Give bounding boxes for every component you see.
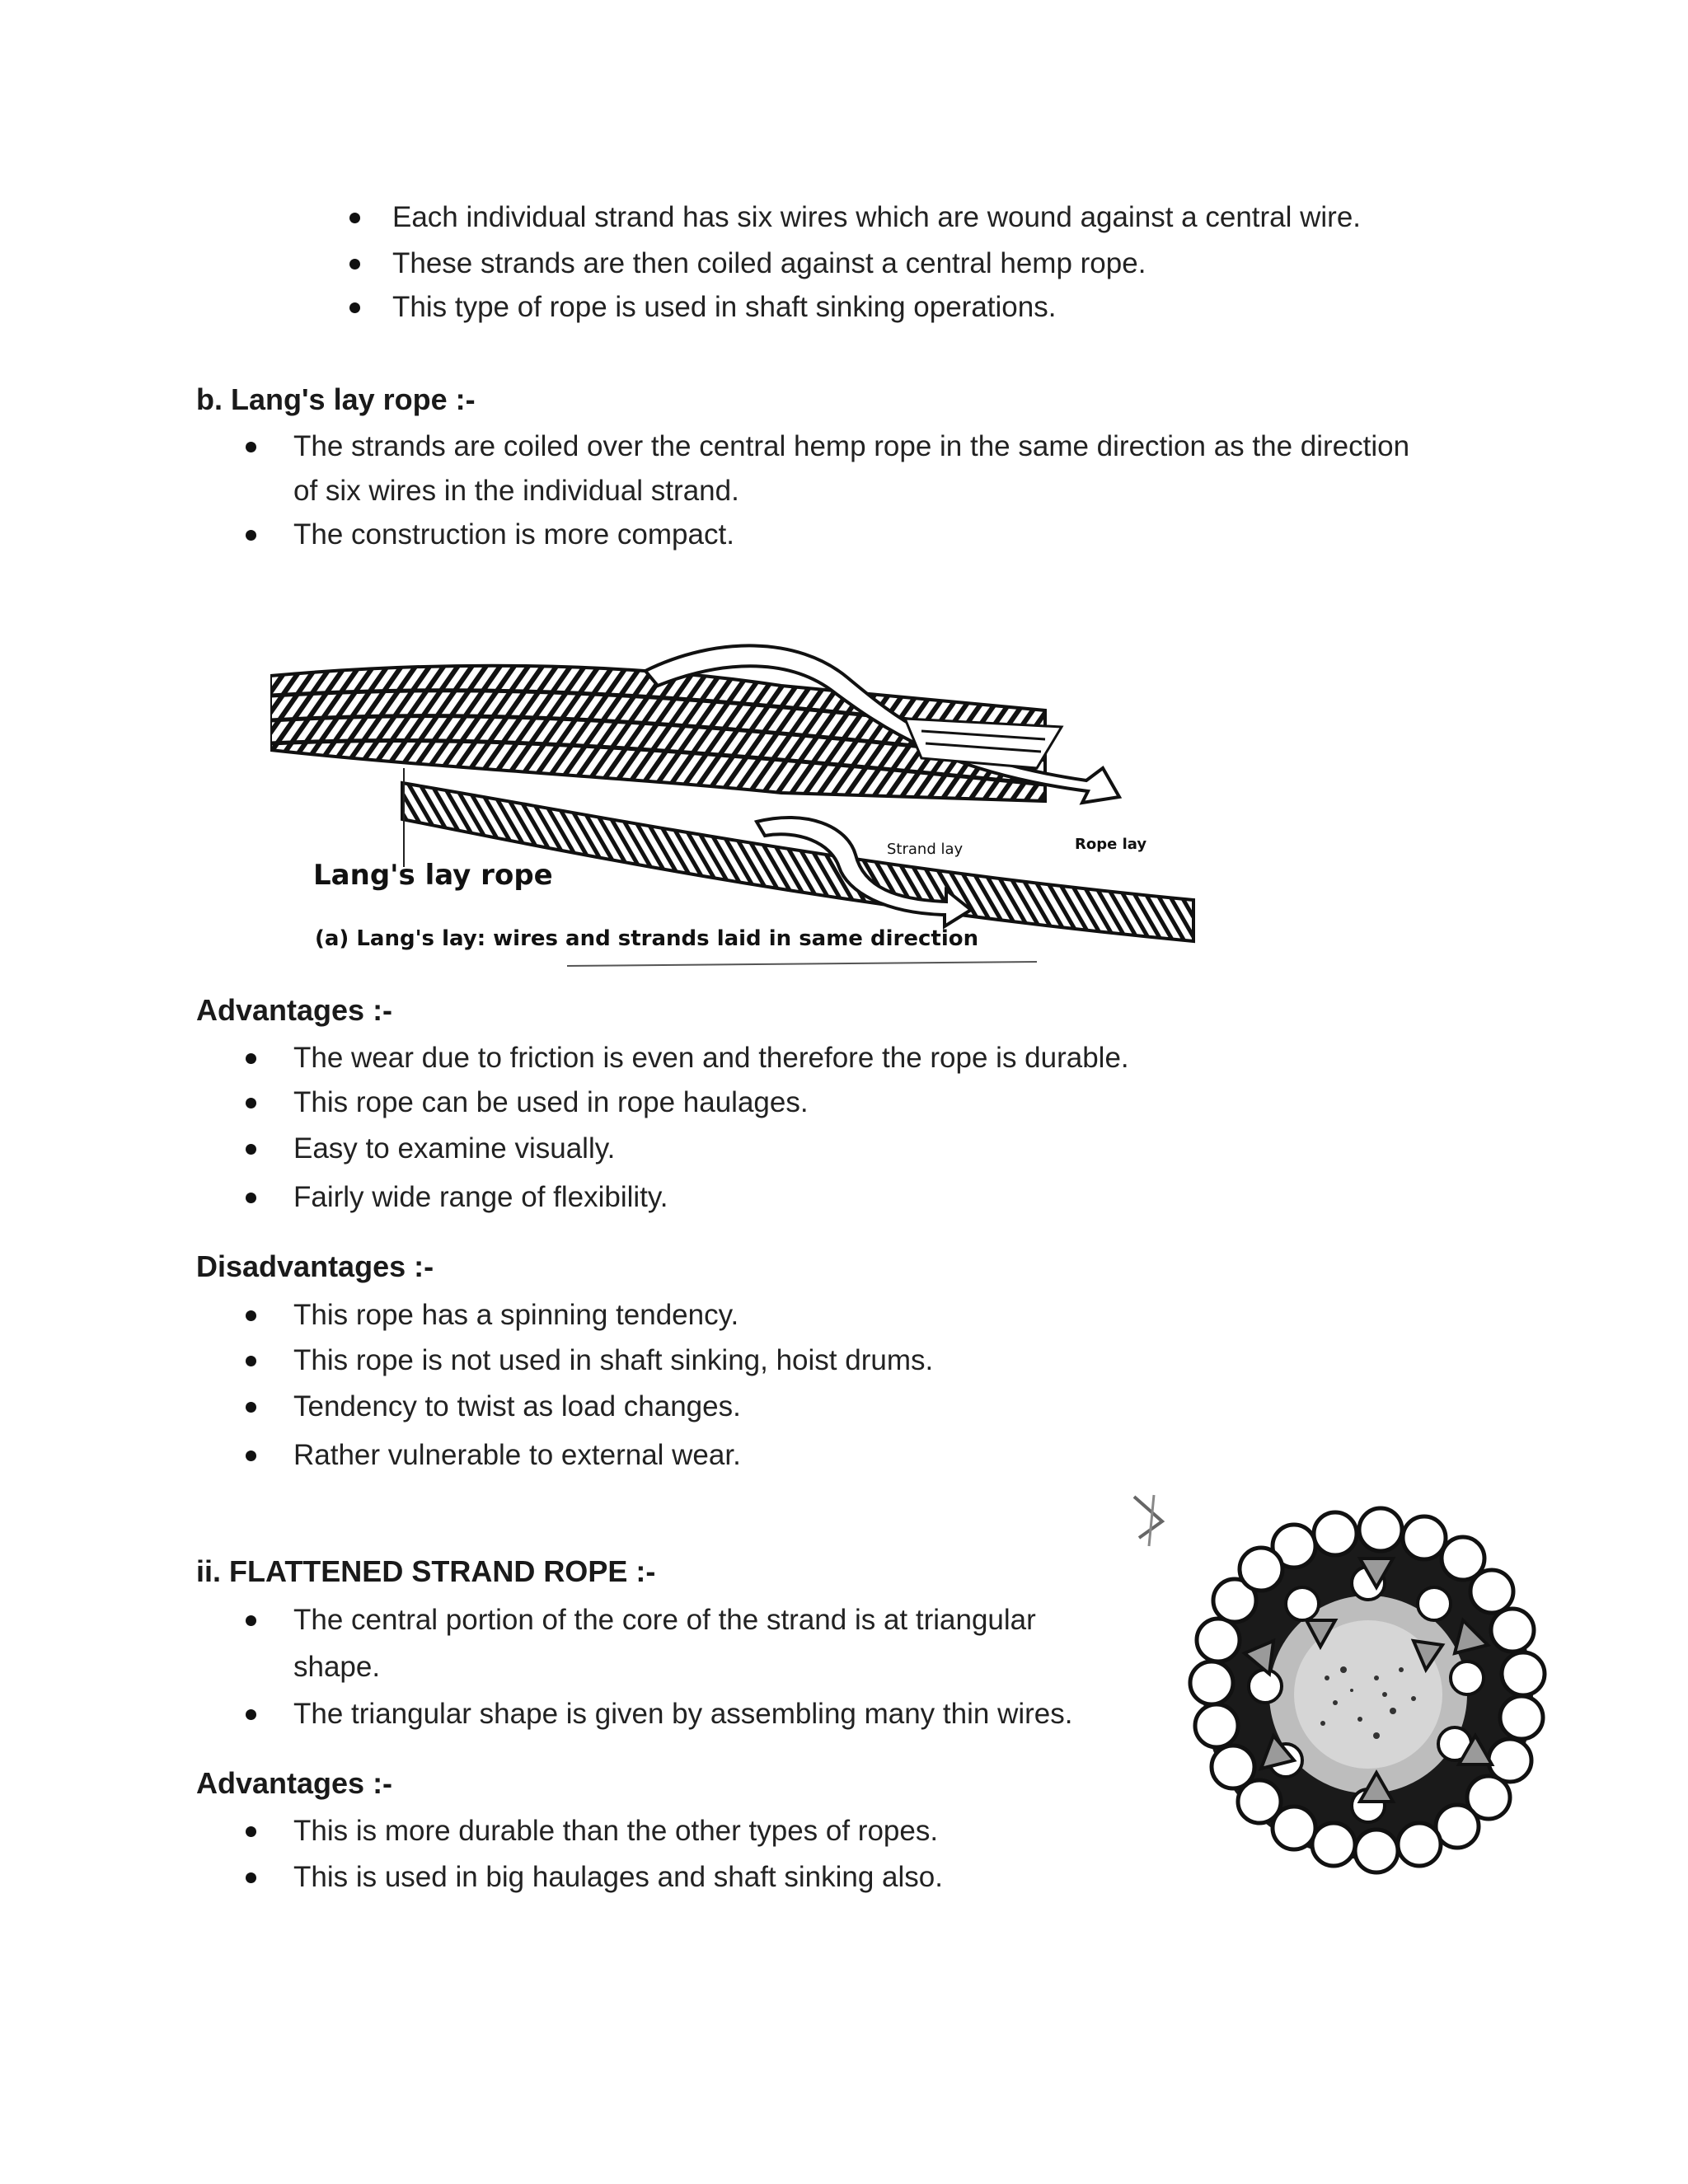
bullet-icon [246,1826,256,1837]
bullet-icon [246,1144,256,1155]
bullet-icon [246,530,256,541]
section-heading-langs-lay: b. Lang's lay rope :- [196,382,476,416]
list-item: This rope can be used in rope haulages. [293,1086,809,1118]
bullet-icon [246,1310,256,1321]
list-item: This rope has a spinning tendency. [293,1299,739,1331]
strand-lay-label: Strand lay [887,841,964,858]
figure-title: Lang's lay rope [313,859,553,892]
rope-drawing [270,628,1200,974]
flattened-strand-cross-section-figure [1129,1488,1591,1892]
list-item: This is used in big haulages and shaft sinking also. [293,1861,943,1893]
list-item: This rope is not used in shaft sinking, hoist drums. [293,1344,934,1376]
list-item: Each individual strand has six wires which are wound against a central wire. [392,201,1362,233]
list-item: The wear due to friction is even and therefore the rope is durable. [293,1042,1129,1074]
bullet-icon [246,442,256,452]
bullet-icon [246,1098,256,1108]
bullet-icon [246,1872,256,1883]
figure-caption: (a) Lang's lay: wires and strands laid in same direction [315,926,979,951]
rope-lay-label: Rope lay [1075,836,1147,853]
bullet-icon [246,1709,256,1720]
bullet-icon [349,302,360,313]
advantages-heading: Advantages :- [196,993,393,1027]
list-item: These strands are then coiled against a central hemp rope. [392,247,1146,279]
list-item: Fairly wide range of flexibility. [293,1181,668,1213]
list-item: The triangular shape is given by assembling many thin wires. [293,1698,1073,1730]
bullet-icon [246,1356,256,1366]
list-item: This type of rope is used in shaft sinking operations. [392,291,1057,323]
list-item-continuation: of six wires in the individual strand. [293,475,739,507]
bullet-icon [246,1451,256,1461]
bullet-icon [349,259,360,269]
list-item: The strands are coiled over the central hemp rope in the same direction as the direction [293,430,1410,462]
disadvantages-heading: Disadvantages :- [196,1249,434,1283]
list-item: The central portion of the core of the strand is at triangular [293,1604,1036,1636]
cross-section-drawing [1129,1488,1591,1892]
bullet-icon [349,213,360,223]
list-item: The construction is more compact. [293,518,734,551]
flattened-advantages-heading: Advantages :- [196,1766,393,1800]
bullet-icon [246,1402,256,1413]
section-heading-flattened: ii. FLATTENED STRAND ROPE :- [196,1554,656,1588]
langs-lay-rope-figure [270,628,1200,974]
bullet-icon [246,1053,256,1064]
list-item: Tendency to twist as load changes. [293,1390,741,1422]
list-item: This is more durable than the other types of ropes. [293,1815,939,1847]
bullet-icon [246,1615,256,1626]
list-item: Rather vulnerable to external wear. [293,1439,741,1471]
list-item: Easy to examine visually. [293,1132,616,1165]
list-item-continuation: shape. [293,1651,381,1683]
bullet-icon [246,1193,256,1203]
